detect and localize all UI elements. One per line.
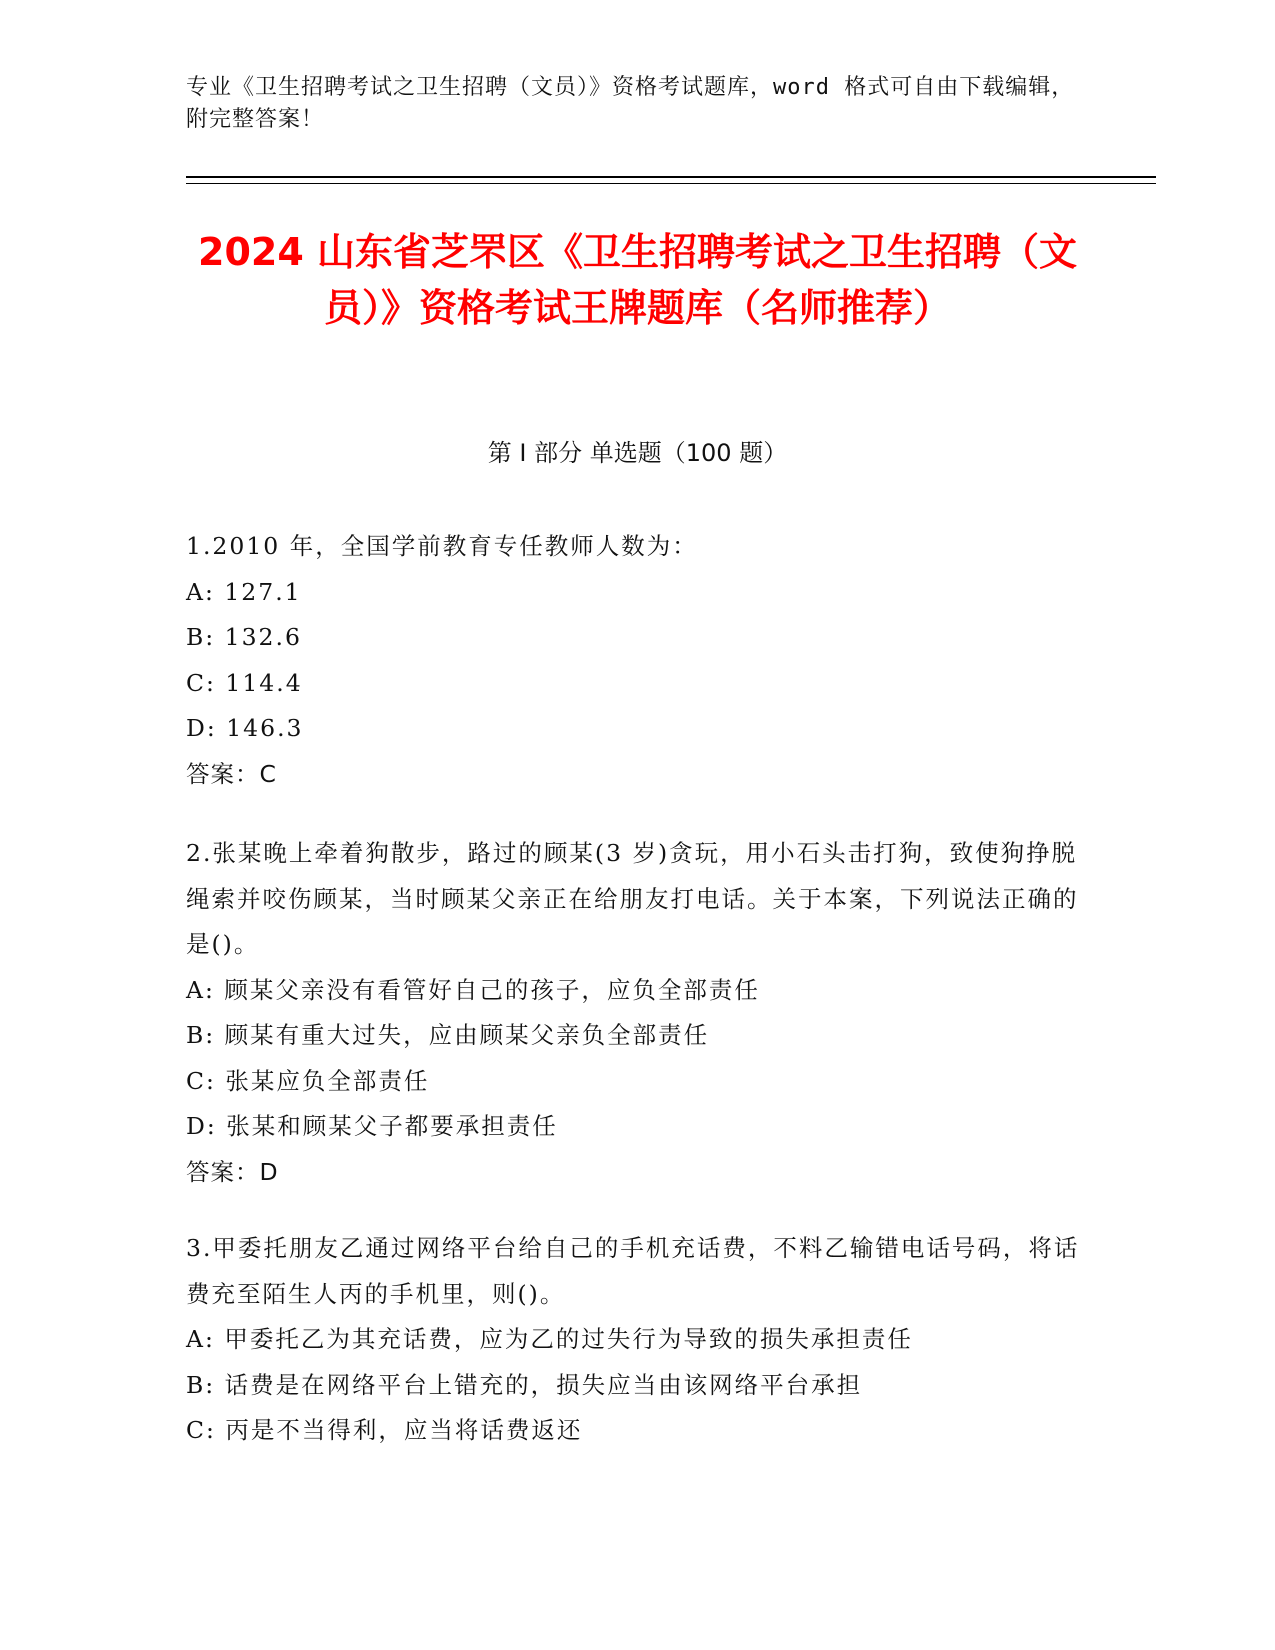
question-3 — [186, 1226, 1086, 1454]
question-stem: 1.2010 年，全国学前教育专任教师人数为： — [186, 532, 698, 560]
answer: 答案：D — [186, 1157, 279, 1186]
header-divider-thin — [186, 183, 1156, 184]
question-2 — [186, 831, 1086, 1195]
option-c: C: 张某应负全部责任 — [186, 1066, 430, 1095]
header-note: 专业《卫生招聘考试之卫生招聘（文员）》资格考试题库，word 格式可自由下载编辑，附完整答案！ — [186, 75, 1075, 132]
option-b: B: 132.6 — [186, 623, 302, 651]
option-b: B: 话费是在网络平台上错充的，损失应当由该网络平台承担 — [186, 1370, 863, 1399]
option-a: A: 顾某父亲没有看管好自己的孩子，应负全部责任 — [186, 975, 760, 1004]
question-stem: 2.张某晚上牵着狗散步，路过的顾某(3 岁)贪玩，用小石头击打狗，致使狗挣脱绳索并咬伤顾某，当时顾某父亲正在给朋友打电话。关于本案，下列说法正确的是()。 — [186, 839, 1079, 958]
document-title: 2024 山东省芝罘区《卫生招聘考试之卫生招聘（文员）》资格考试王牌题库（名师推荐） — [198, 230, 1077, 330]
question-stem: 3.甲委托朋友乙通过网络平台给自己的手机充话费，不料乙输错电话号码，将话费充至陌生人丙的手机里，则()。 — [186, 1234, 1080, 1308]
question-1 — [186, 524, 1086, 797]
option-d: D: 146.3 — [186, 714, 304, 742]
option-a: A: 127.1 — [186, 577, 302, 606]
option-a: A: 甲委托乙为其充话费，应为乙的过失行为导致的损失承担责任 — [186, 1325, 913, 1353]
header-divider-thick — [186, 176, 1156, 178]
option-b: B: 顾某有重大过失，应由顾某父亲负全部责任 — [186, 1021, 710, 1049]
section-heading: 第 I 部分 单选题（100 题） — [487, 439, 788, 467]
option-c: C: 丙是不当得利，应当将话费返还 — [186, 1416, 583, 1444]
answer: 答案：C — [186, 759, 277, 788]
option-c: C: 114.4 — [186, 668, 303, 697]
option-d: D: 张某和顾某父子都要承担责任 — [186, 1112, 558, 1140]
